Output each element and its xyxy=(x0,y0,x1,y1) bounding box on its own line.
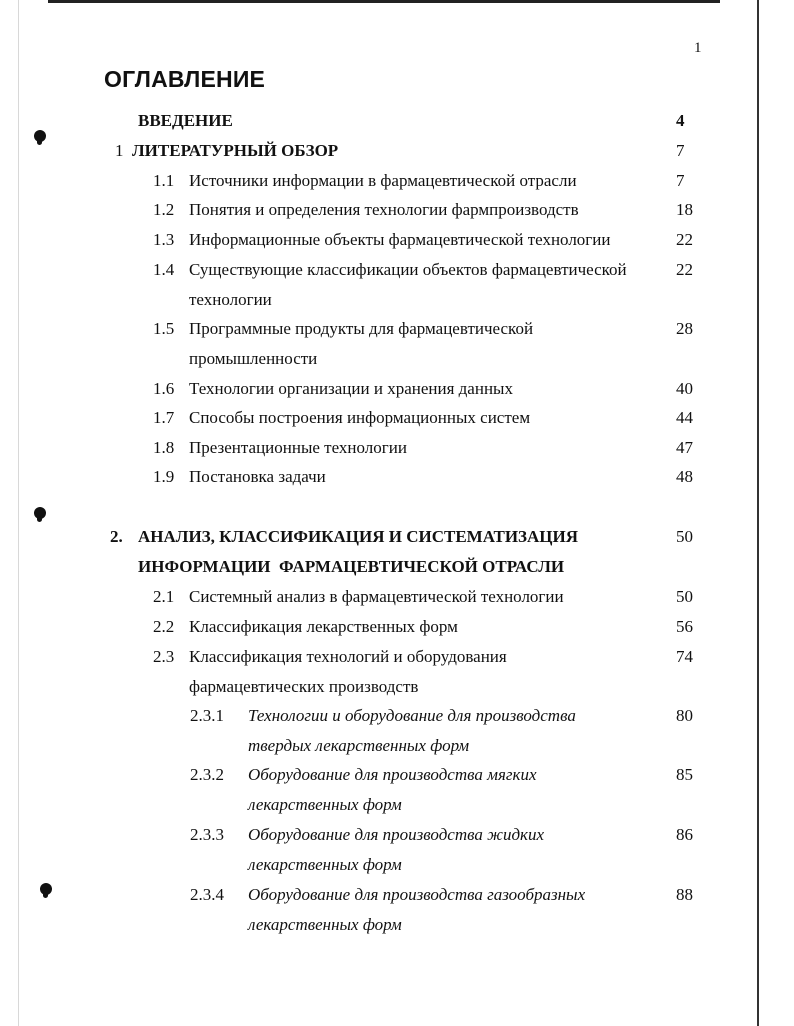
toc-entry-number: 1.2 xyxy=(153,200,175,219)
toc-entry xyxy=(0,464,794,490)
toc-entry xyxy=(0,614,794,640)
toc-entry-title: Презентационные технологии xyxy=(189,438,407,457)
toc-entry-number: 1.7 xyxy=(153,408,175,427)
page-number: 1 xyxy=(694,40,702,56)
toc-entry xyxy=(0,138,794,164)
toc-entry-page: 47 xyxy=(676,438,693,457)
toc-entry-number: 2.3.3 xyxy=(190,825,224,844)
toc-entry xyxy=(0,822,794,848)
toc-entry-page: 88 xyxy=(676,885,693,904)
toc-entry-title: Источники информации в фармацевтической отрасли xyxy=(189,171,577,190)
toc-entry xyxy=(0,435,794,461)
toc-entry-title: фармацевтических производств xyxy=(189,677,419,696)
toc-entry-page: 7 xyxy=(676,141,685,160)
toc-entry xyxy=(0,197,794,223)
toc-entry-page: 86 xyxy=(676,825,693,844)
toc-entry-page: 50 xyxy=(676,587,693,606)
toc-entry-page: 7 xyxy=(676,171,685,190)
toc-entry xyxy=(0,168,794,194)
toc-entry-title: Классификация лекарственных форм xyxy=(189,617,458,636)
toc-entry-page: 4 xyxy=(676,111,685,130)
toc-entry-title: Технологии и оборудование для производства xyxy=(248,706,576,725)
toc-entry-number: 2.3.4 xyxy=(190,885,224,904)
toc-entry xyxy=(0,524,794,550)
toc-entry-title: твердых лекарственных форм xyxy=(248,736,470,755)
scan-top-edge xyxy=(48,0,720,3)
toc-entry-title: Существующие классификации объектов фармацевтической xyxy=(189,260,627,279)
toc-entry-page: 22 xyxy=(676,230,693,249)
toc-entry-title: Оборудование для производства мягких xyxy=(248,765,537,784)
toc-entry-number: 1.5 xyxy=(153,319,175,338)
toc-entry xyxy=(0,108,794,134)
toc-entry-number: 1.8 xyxy=(153,438,175,457)
toc-entry-title: Понятия и определения технологии фармпроизводств xyxy=(189,200,579,219)
toc-entry-title: Постановка задачи xyxy=(189,467,326,486)
toc-entry-continuation xyxy=(0,674,794,700)
toc-entry-number: 2. xyxy=(110,527,123,546)
toc-entry-title: Информационные объекты фармацевтической технологии xyxy=(189,230,611,249)
toc-entry xyxy=(0,584,794,610)
toc-entry-title: Оборудование для производства газообразных xyxy=(248,885,586,904)
toc-entry-page: 56 xyxy=(676,617,693,636)
punch-hole-mark xyxy=(34,507,46,519)
toc-title: ОГЛАВЛЕНИЕ xyxy=(104,66,266,92)
toc-entry-continuation xyxy=(0,792,794,818)
toc-entry-title: ИНФОРМАЦИИ ФАРМАЦЕВТИЧЕСКОЙ ОТРАСЛИ xyxy=(138,557,565,576)
toc-entry-page: 18 xyxy=(676,200,693,219)
toc-entry-number: 2.2 xyxy=(153,617,175,636)
toc-entry-title: лекарственных форм xyxy=(248,915,402,934)
toc-entry-title: Технологии организации и хранения данных xyxy=(189,379,513,398)
toc-entry-page: 50 xyxy=(676,527,693,546)
toc-entry xyxy=(0,316,794,342)
toc-entry-number: 1.6 xyxy=(153,379,175,398)
toc-entry-title: Способы построения информационных систем xyxy=(189,408,531,427)
toc-entry xyxy=(0,703,794,729)
toc-entry xyxy=(0,882,794,908)
toc-entry-page: 40 xyxy=(676,379,693,398)
toc-entry-number: 1.3 xyxy=(153,230,175,249)
toc-entry-title: АНАЛИЗ, КЛАССИФИКАЦИЯ И СИСТЕМАТИЗАЦИЯ xyxy=(138,527,579,546)
toc-entry xyxy=(0,376,794,402)
toc-entry-title: технологии xyxy=(189,290,272,309)
toc-entry-continuation xyxy=(0,346,794,372)
toc-entry-page: 22 xyxy=(676,260,693,279)
toc-entry-continuation xyxy=(0,852,794,878)
toc-entry-number: 1 xyxy=(115,141,124,160)
toc-entry-title: Системный анализ в фармацевтической технологии xyxy=(189,587,564,606)
toc-entry-page: 44 xyxy=(676,408,693,427)
toc-entry-title: ВВЕДЕНИЕ xyxy=(138,111,233,130)
toc-entry-title: Программные продукты для фармацевтической xyxy=(189,319,534,338)
toc-entry-continuation xyxy=(0,733,794,759)
toc-entry-page: 28 xyxy=(676,319,693,338)
toc-entry-title: лекарственных форм xyxy=(248,795,402,814)
toc-entry-continuation xyxy=(0,912,794,938)
toc-entry xyxy=(0,405,794,431)
toc-entry-title: промышленности xyxy=(189,349,318,368)
toc-entry-number: 2.3.1 xyxy=(190,706,224,725)
toc-entry-number: 2.1 xyxy=(153,587,175,606)
toc-entry-page: 80 xyxy=(676,706,693,725)
toc-entry-title: ЛИТЕРАТУРНЫЙ ОБЗОР xyxy=(132,141,339,160)
toc-entry-title: Классификация технологий и оборудования xyxy=(189,647,507,666)
toc-entry-page: 74 xyxy=(676,647,693,666)
toc-entry-number: 1.4 xyxy=(153,260,175,279)
toc-entry-number: 1.1 xyxy=(153,171,175,190)
toc-entry xyxy=(0,762,794,788)
toc-entry-number: 1.9 xyxy=(153,467,175,486)
toc-entry xyxy=(0,227,794,253)
toc-entry-number: 2.3 xyxy=(153,647,175,666)
toc-entry xyxy=(0,257,794,283)
toc-entry-continuation xyxy=(0,554,794,580)
toc-entry-title: лекарственных форм xyxy=(248,855,402,874)
toc-entry xyxy=(0,644,794,670)
toc-entry-continuation xyxy=(0,287,794,313)
toc-entry-page: 48 xyxy=(676,467,693,486)
toc-entry-title: Оборудование для производства жидких xyxy=(248,825,545,844)
toc-entry-number: 2.3.2 xyxy=(190,765,224,784)
toc-entry-page: 85 xyxy=(676,765,693,784)
